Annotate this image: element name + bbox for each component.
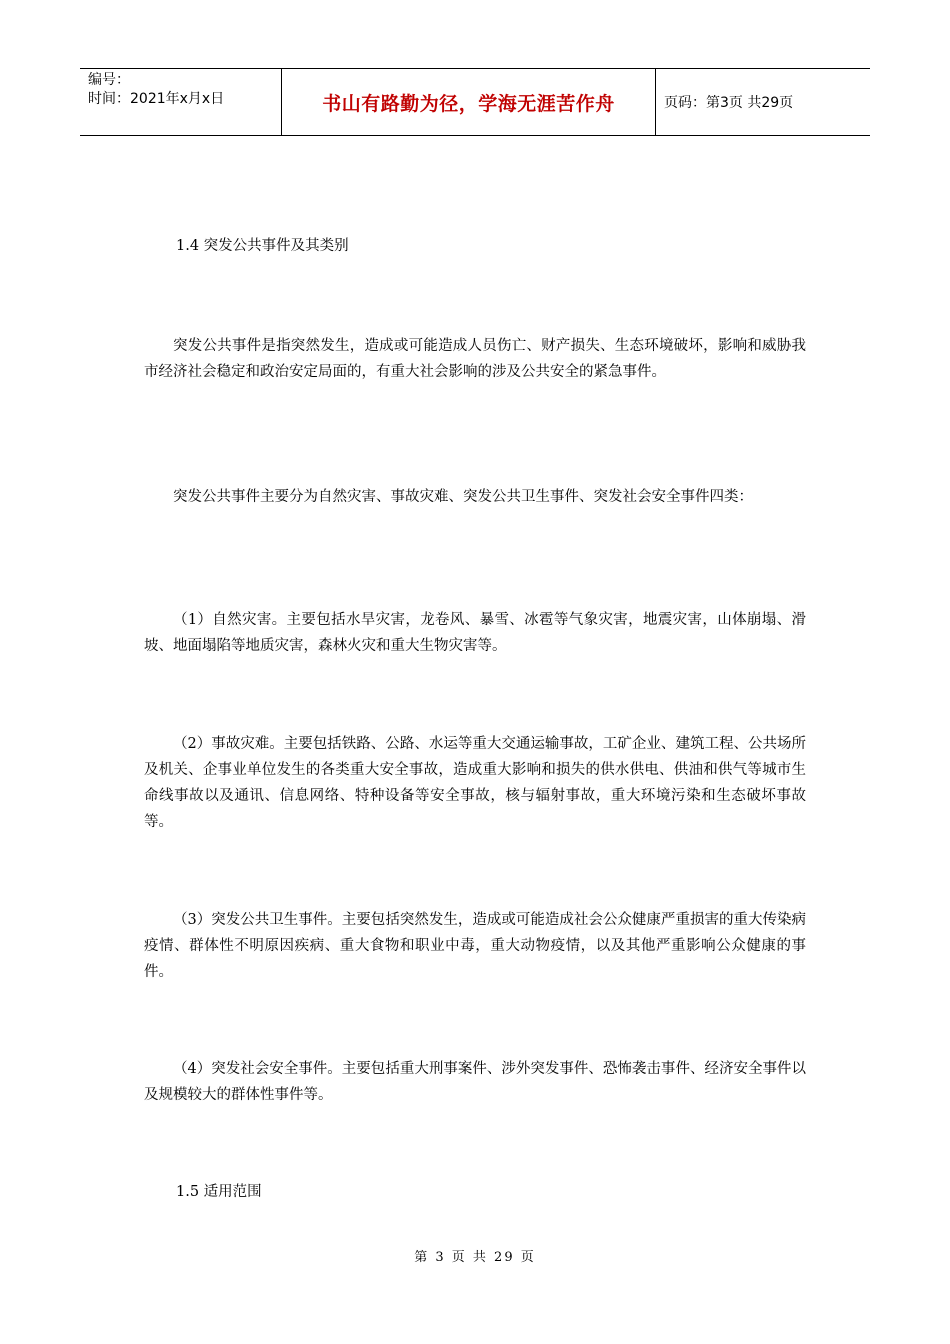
page-header [80,68,870,136]
list-item-social-security: （4）突发社会安全事件。主要包括重大刑事案件、涉外突发事件、恐怖袭击事件、经济安全事件以及规模较大的群体性事件等。 [144,1061,806,1103]
document-date: 时间：2021年x月x日 [88,91,225,107]
header-meta [80,69,282,135]
section-heading-1-4: 1.4 突发公共事件及其类别 [176,238,349,254]
header-motto: 书山有路勤为径，学海无涯苦作舟 [282,69,656,135]
paragraph-categories: 突发公共事件主要分为自然灾害、事故灾难、突发公共卫生事件、突发社会安全事件四类： [173,489,753,505]
header-page-code: 页码：第3页 共29页 [664,95,794,111]
list-item-natural-disasters: （1）自然灾害。主要包括水旱灾害，龙卷风、暴雪、冰雹等气象灾害，地震灾害，山体崩塌、滑坡、地面塌陷等地质灾害，森林火灾和重大生物灾害等。 [144,612,806,654]
list-item-accidents: （2）事故灾难。主要包括铁路、公路、水运等重大交通运输事故，工矿企业、建筑工程、公共场所及机关、企事业单位发生的各类重大安全事故，造成重大影响和损失的供水供电、供油和供气等城市生命线事故以及通讯、信息网络、特种设备等安全事故，核与辐射事故，重大环境污染和生态破坏事故等。 [144,736,806,830]
page-footer: 第 3 页 共 29 页 [414,1250,536,1265]
list-item-public-health: （3）突发公共卫生事件。主要包括突然发生，造成或可能造成社会公众健康严重损害的重大传染病疫情、群体性不明原因疾病、重大食物和职业中毒，重大动物疫情，以及其他严重影响公众健康的事件。 [144,912,806,980]
document-number-label: 编号： [88,72,130,88]
paragraph-definition: 突发公共事件是指突然发生，造成或可能造成人员伤亡、财产损失、生态环境破坏，影响和威胁我市经济社会稳定和政治安定局面的，有重大社会影响的涉及公共安全的紧急事件。 [144,338,806,380]
section-heading-1-5: 1.5 适用范围 [176,1184,262,1200]
